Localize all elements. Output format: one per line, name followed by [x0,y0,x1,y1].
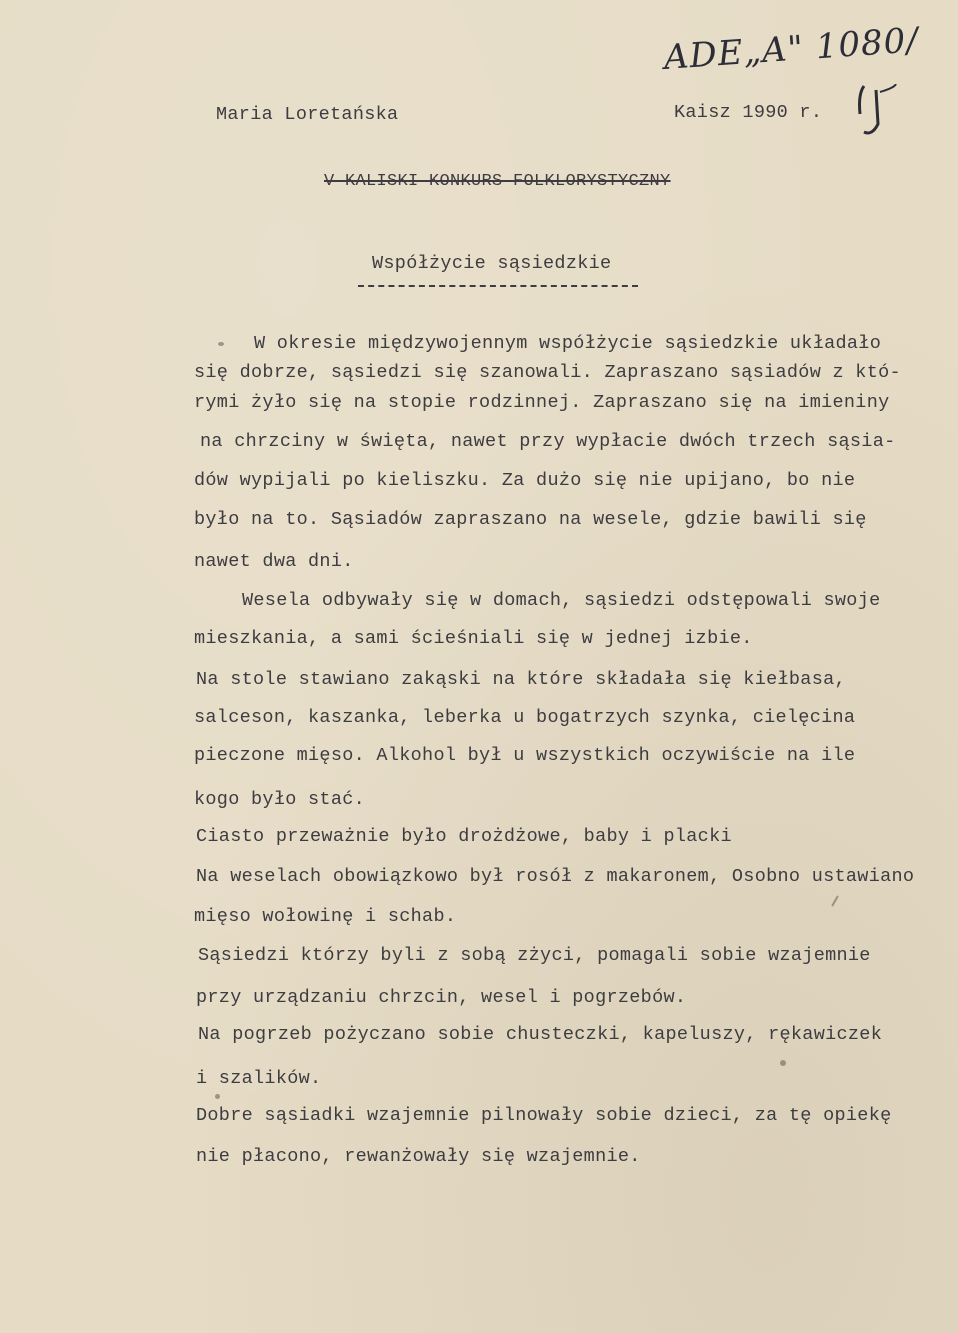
text-line: salceson, kaszanka, leberka u bogatrzych szynka, cielęcina [194,707,856,728]
text-line: W okresie międzywojennym współżycie sąsiedzkie układało [254,333,882,354]
text-line: Na pogrzeb pożyczano sobie chusteczki, kapeluszy, rękawiczek [198,1024,883,1045]
text-line: dów wypijali po kieliszku. Za dużo się nie upijano, bo nie [194,470,856,491]
text-line: mięso wołowinę i schab. [194,906,457,927]
document-title: Współżycie sąsiedzkie [372,253,612,274]
text-line: przy urządzaniu chrzcin, wesel i pogrzebów. [196,987,687,1008]
title-underline [358,285,638,287]
contest-heading: V KALISKI KONKURS FOLKLORYSTYCZNY [324,172,671,191]
text-line: się dobrze, sąsiedzi się szanowali. Zapraszano sąsiadów z któ- [194,362,901,383]
text-line: Wesela odbywały się w domach, sąsiedzi odstępowali swoje [242,590,881,611]
text-line: na chrzciny w święta, nawet przy wypłacie dwóch trzech sąsia- [200,431,896,452]
text-line: Na stole stawiano zakąski na które składała się kiełbasa, [196,669,846,690]
text-line: Ciasto przeważnie było drożdżowe, baby i placki [196,826,732,847]
text-line: Sąsiedzi którzy byli z sobą zżyci, pomagali sobie wzajemnie [198,945,871,966]
paper-speck [215,1094,220,1099]
text-line: nie płacono, rewanżowały się wzajemnie. [196,1146,641,1167]
text-line: kogo było stać. [194,789,366,810]
archive-signature: ADE„A" 1080/ [662,20,921,78]
text-line: mieszkania, a sami ścieśniali się w jednej izbie. [194,628,753,649]
handwritten-margin-mark [854,84,898,144]
paper-speck [831,895,839,906]
text-line: pieczone mięso. Alkohol był u wszystkich oczywiście na ile [194,745,856,766]
text-line: Dobre sąsiadki wzajemnie pilnowały sobie dzieci, za tę opiekę [196,1105,892,1126]
paper-speck [218,342,224,346]
author-name: Maria Loretańska [216,104,399,125]
paper-speck [780,1060,786,1066]
text-line: było na to. Sąsiadów zapraszano na wesele, gdzie bawili się [194,509,867,530]
text-line: rymi żyło się na stopie rodzinnej. Zapraszano się na imieniny [194,392,890,413]
text-line: Na weselach obowiązkowo był rosół z makaronem, Osobno ustawiano [196,866,915,887]
place-date: Kaisz 1990 r. [674,102,823,123]
text-line: nawet dwa dni. [194,551,354,572]
text-line: i szalików. [196,1068,322,1089]
